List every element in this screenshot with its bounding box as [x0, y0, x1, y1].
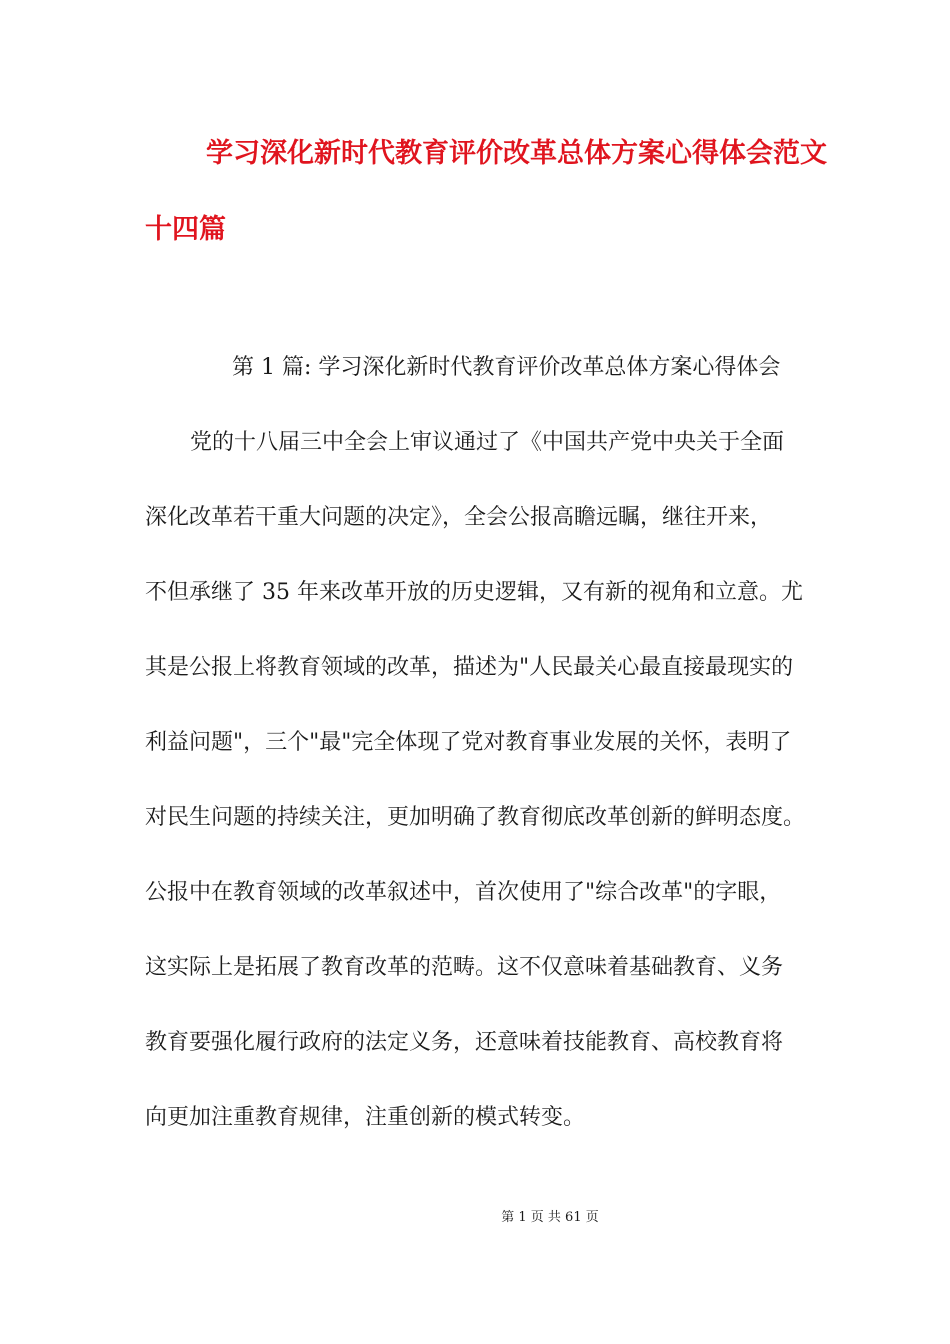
section-heading: 第 1 篇: 学习深化新时代教育评价改革总体方案心得体会 — [232, 355, 781, 380]
body-text-line: 向更加注重教育规律，注重创新的模式转变。 — [145, 1105, 586, 1130]
body-text-line: 对民生问题的持续关注，更加明确了教育彻底改革创新的鲜明态度。 — [145, 805, 806, 830]
body-text-line: 这实际上是拓展了教育改革的范畴。这不仅意味着基础教育、义务 — [145, 955, 784, 980]
body-text-line: 教育要强化履行政府的法定义务，还意味着技能教育、高校教育将 — [145, 1030, 784, 1055]
body-text-line: 公报中在教育领域的改革叙述中，首次使用了"综合改革"的字眼， — [145, 880, 782, 905]
body-text-line: 不但承继了 35 年来改革开放的历史逻辑，又有新的视角和立意。尤 — [145, 580, 803, 605]
page-footer: 第 1 页 共 61 页 — [501, 1210, 599, 1225]
body-text-line: 深化改革若干重大问题的决定》，全会公报高瞻远瞩，继往开来， — [145, 505, 773, 530]
body-text-line: 党的十八届三中全会上审议通过了《中国共产党中央关于全面 — [190, 430, 785, 455]
document-title-line-2: 十四篇 — [145, 214, 226, 245]
body-text-line: 其是公报上将教育领域的改革，描述为"人民最关心最直接最现实的 — [145, 655, 794, 680]
document-title-line-1: 学习深化新时代教育评价改革总体方案心得体会范文 — [206, 138, 827, 169]
body-text-line: 利益问题"，三个"最"完全体现了党对教育事业发展的关怀，表明了 — [145, 730, 792, 755]
